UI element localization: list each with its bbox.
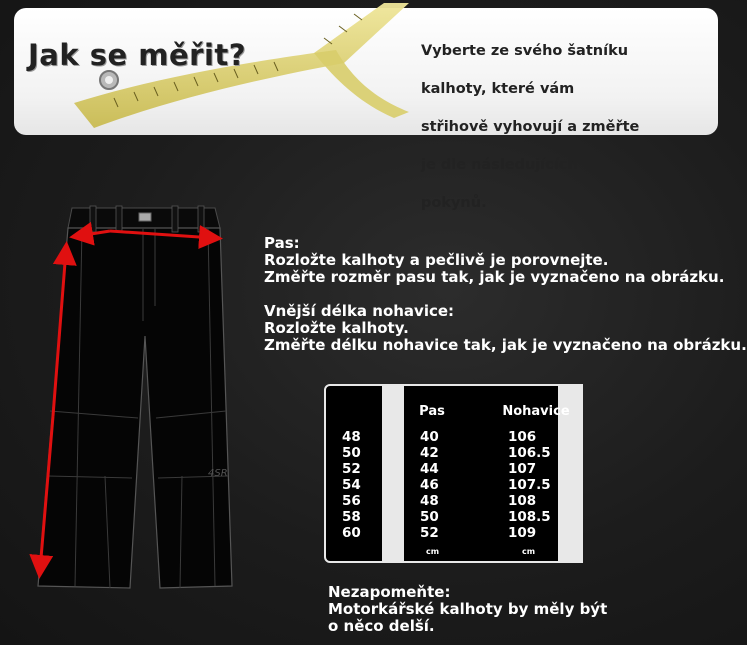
table-cell: 50 xyxy=(420,509,439,525)
table-cell: 48 xyxy=(420,493,439,509)
table-cell: 58 xyxy=(342,509,361,525)
table-cell: 42 xyxy=(420,445,439,461)
column-header-leg: Nohavice xyxy=(502,404,570,419)
table-cell: 108.5 xyxy=(508,509,551,525)
table-cell: 106 xyxy=(508,429,537,445)
waist-line: Změřte rozměr pasu tak, jak je vyznačeno na obrázku. xyxy=(264,268,725,286)
table-cell: 56 xyxy=(342,493,361,509)
table-cell: 106.5 xyxy=(508,445,551,461)
page-title: Jak se měřit? xyxy=(28,38,247,72)
intro-line: střihově vyhovují a změřte xyxy=(421,119,640,135)
unit-label-waist: cm xyxy=(426,547,440,556)
waist-instructions xyxy=(264,235,724,286)
table-cell: 107.5 xyxy=(508,477,551,493)
table-cell: 52 xyxy=(342,461,361,477)
intro-text xyxy=(421,23,651,232)
header-banner xyxy=(14,8,718,211)
size-column xyxy=(342,429,361,541)
waist-heading: Pas: xyxy=(264,234,300,252)
table-cell: 40 xyxy=(420,429,439,445)
note-line: Motorkářské kalhoty by měly být xyxy=(328,600,608,618)
leg-line: Rozložte kalhoty. xyxy=(264,319,409,337)
leg-line: Změřte délku nohavice tak, jak je vyznačeno na obrázku. xyxy=(264,336,747,354)
table-cell: 54 xyxy=(342,477,361,493)
table-divider xyxy=(382,384,404,563)
column-header-waist: Pas xyxy=(419,404,445,419)
table-cell: 109 xyxy=(508,525,537,541)
brand-logo-icon: 4SR xyxy=(208,468,228,479)
table-cell: 48 xyxy=(342,429,361,445)
intro-line: pokynů. xyxy=(421,195,487,211)
intro-line: Vyberte ze svého šatníku xyxy=(421,43,629,59)
waist-line: Rozložte kalhoty a pečlivě je porovnejte. xyxy=(264,251,609,269)
note-heading: Nezapomeňte: xyxy=(328,583,451,601)
table-cell: 108 xyxy=(508,493,537,509)
table-cell: 46 xyxy=(420,477,439,493)
pants-illustration-icon xyxy=(20,186,245,596)
intro-line: kalhoty, které vám xyxy=(421,81,575,97)
intro-line: je dle následujících xyxy=(421,157,578,173)
size-table xyxy=(324,384,583,563)
table-cell: 50 xyxy=(342,445,361,461)
table-cell: 107 xyxy=(508,461,537,477)
unit-label-leg: cm xyxy=(522,547,536,556)
table-cell: 44 xyxy=(420,461,439,477)
leg-instructions xyxy=(264,303,747,354)
waist-column xyxy=(420,429,439,541)
reminder-note xyxy=(328,584,607,635)
table-cell: 60 xyxy=(342,525,361,541)
leg-heading: Vnější délka nohavice: xyxy=(264,302,455,320)
leg-column xyxy=(508,429,551,541)
note-line: o něco delší. xyxy=(328,617,435,635)
table-cell: 52 xyxy=(420,525,439,541)
